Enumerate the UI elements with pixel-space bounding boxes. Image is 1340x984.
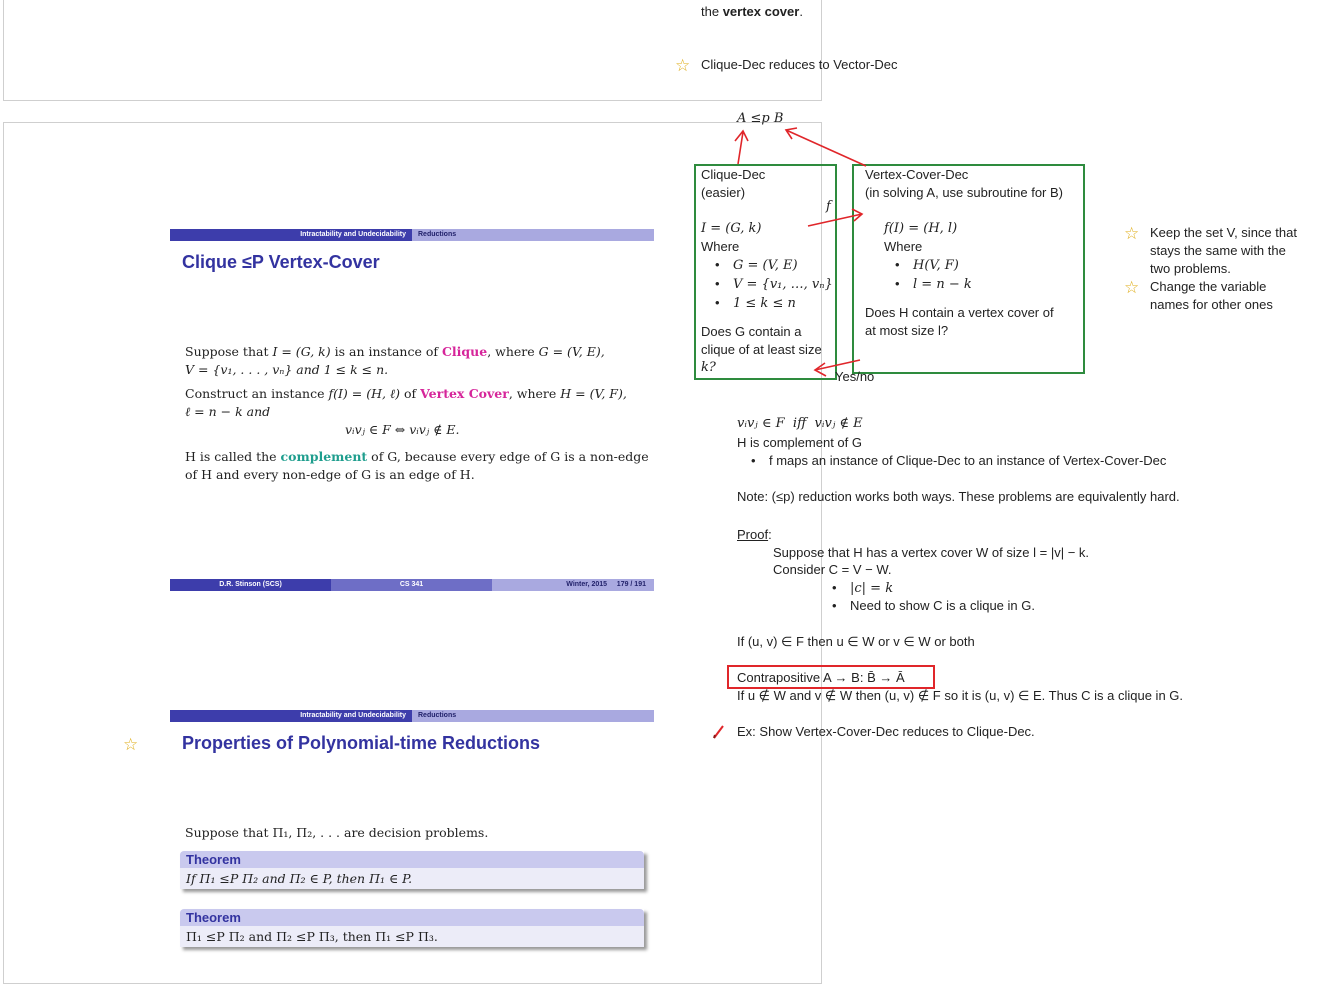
pen-icon[interactable] — [712, 724, 726, 740]
vertex-cover-bold: vertex cover — [722, 4, 800, 19]
proof-line-1: Suppose that H has a vertex cover W of size l = |v| − k. — [773, 545, 1090, 560]
exercise-note: Ex: Show Vertex-Cover-Dec reduces to Clique-Dec. — [737, 724, 1035, 739]
slide2-header-band-right: Reductions — [412, 710, 654, 722]
theorem-block-1 — [180, 851, 644, 889]
slide1-paragraph-1: Suppose that I = (G, k) is an instance of Clique, where G = (V, E), V = {v₁, . . . , vₙ} and 1 ≤ k ≤ n. — [185, 344, 605, 377]
if-line: If (u, v) ∈ F then u ∈ W or v ∈ W or both — [737, 634, 975, 649]
proof-item-2: • Need to show C is a clique in G. — [832, 598, 1035, 613]
vc-box-content: Vertex-Cover-Dec (in solving A, use subroutine for B) f(I) = (H, l) Where • H(V, F) • l = n − k Does H contain a vertex cover of at most size l? — [865, 167, 1063, 338]
theorem-block-2 — [180, 909, 644, 947]
slide2-title: Properties of Polynomial-time Reductions — [182, 733, 541, 753]
top-page-fragment — [3, 0, 822, 101]
theorem-1-body: If Π₁ ≤P Π₂ and Π₂ ∈ P, then Π₁ ∈ P. — [180, 868, 644, 889]
theorem-2-body: Π₁ ≤P Π₂ and Π₂ ≤P Π₃, then Π₁ ≤P Π₃. — [180, 926, 644, 947]
contrapositive-note: Contrapositive A → B: B̄ → Ā — [737, 670, 905, 685]
slide1-equation: vᵢvⱼ ∈ F ⇔ vᵢvⱼ ∉ E. — [345, 422, 460, 437]
slide2-header-band-left: Intractability and Undecidability — [170, 710, 412, 722]
top-note-line: the vertex cover. — [701, 4, 803, 19]
if-not-line: If u ∉ W and v ∉ W then (u, v) ∉ F so it is (u, v) ∈ E. Thus C is a clique in G. — [737, 688, 1184, 703]
theorem-2-heading: Theorem — [180, 909, 644, 926]
f-maps-note: • f maps an instance of Clique-Dec to an instance of Vertex-Cover-Dec — [751, 453, 1167, 468]
star-icon[interactable]: ☆ — [1124, 224, 1140, 243]
top-star-item: Clique-Dec reduces to Vector-Dec — [701, 57, 898, 72]
slide1-footer-page: Winter, 2015 179 / 191 — [492, 579, 654, 591]
yes-no-label: Yes/no — [835, 369, 875, 384]
h-complement-note: H is complement of G — [737, 435, 862, 450]
complement-keyword: complement — [280, 449, 368, 464]
theorem-1-heading: Theorem — [180, 851, 644, 868]
proof-item-1: • |c| = k — [832, 580, 894, 596]
star-icon[interactable]: ☆ — [123, 735, 139, 754]
star-icon[interactable]: ☆ — [1124, 278, 1140, 297]
star-icon[interactable]: ☆ — [675, 56, 691, 75]
proof-label: Proof: — [737, 527, 772, 542]
vertex-cover-keyword: Vertex Cover — [420, 386, 509, 401]
clique-box-content: Clique-Dec (easier) I = (G, k) Where • G = (V, E) • V = {v₁, …, vₙ} • 1 ≤ k ≤ n Does G contain a clique of at least size k? — [701, 167, 833, 375]
clique-keyword: Clique — [441, 344, 488, 359]
slide2-intro: Suppose that Π₁, Π₂, . . . are decision problems. — [185, 825, 489, 840]
side-note-2: Change the variable names for other ones — [1150, 279, 1273, 312]
slide1-footer-author: D.R. Stinson (SCS) — [170, 579, 331, 591]
side-note-1: Keep the set V, since that stays the same with the two problems. — [1150, 225, 1297, 276]
equivalence-note: Note: (≤p) reduction works both ways. These problems are equivalently hard. — [737, 489, 1180, 504]
reduction-notation: A ≤p B — [737, 111, 784, 126]
slide1-paragraph-2: Construct an instance f(I) = (H, ℓ) of Vertex Cover, where H = (V, F), ℓ = n − k and — [185, 386, 627, 419]
proof-line-2: Consider C = V − W. — [773, 562, 892, 577]
edge-rule: vᵢvⱼ ∈ F iff vᵢvⱼ ∉ E — [737, 416, 863, 431]
f-label: f — [826, 199, 831, 214]
slide1-footer-course: CS 341 — [331, 579, 492, 591]
slide1-header-band-right: Reductions — [412, 229, 654, 241]
slide1-title: Clique ≤P Vertex-Cover — [182, 252, 380, 272]
slide1-header-band-left: Intractability and Undecidability — [170, 229, 412, 241]
slide1-paragraph-3: H is called the complement of G, because every edge of G is a non-edge of H and every non-edge of G is an edge of H. — [185, 449, 649, 482]
